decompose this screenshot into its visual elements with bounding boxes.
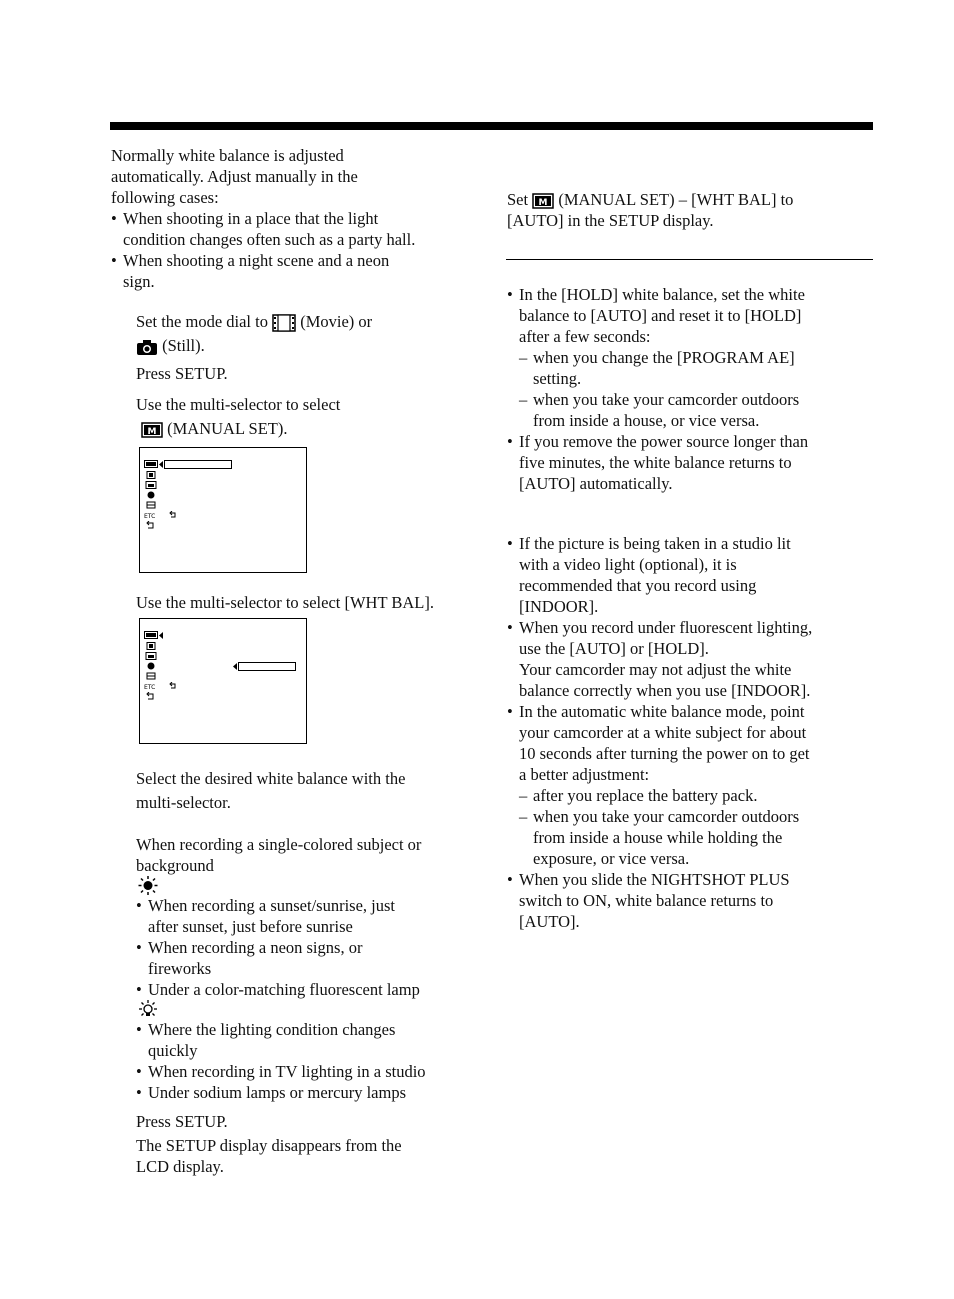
note-line: balance correctly when you use [INDOOR]. — [519, 681, 811, 700]
camera-set-icon — [144, 471, 158, 479]
lcd-screen-wht-bal — [139, 618, 307, 744]
note-line: • When you record under fluorescent lighting, — [519, 618, 813, 637]
note-line: from inside a house, or vice versa. — [533, 411, 760, 430]
note-line: [INDOOR]. — [519, 597, 599, 616]
list-item — [507, 431, 872, 494]
note-line: Your camcorder may not adjust the white — [519, 660, 792, 679]
note-line: setting. — [533, 369, 582, 388]
note-line: five minutes, the white balance returns to — [519, 453, 792, 472]
notes-list-2 — [507, 533, 872, 932]
indoor-icon — [138, 1000, 158, 1019]
camera-icon — [136, 339, 158, 356]
list-item — [507, 701, 872, 785]
notes-section-2 — [507, 533, 872, 932]
svg-text:ETC: ETC — [144, 513, 156, 519]
list-item — [507, 806, 872, 869]
return-icon — [144, 692, 158, 700]
indoor-list — [136, 1019, 481, 1103]
vcr-set-icon — [144, 481, 158, 489]
return-icon — [169, 682, 177, 690]
cursor-icon — [159, 461, 163, 468]
note-line: – after you replace the battery pack. — [533, 786, 758, 805]
memory-set-icon — [144, 672, 158, 680]
intro-line: Normally white balance is adjusted — [111, 146, 344, 165]
step-text: (Movie) or — [300, 312, 373, 331]
manual-set-icon — [532, 193, 554, 209]
note-line: your camcorder at a white subject for about — [519, 723, 807, 742]
note-line: [AUTO] automatically. — [519, 474, 673, 493]
step-5: Select the desired white balance with the multi-selector. — [136, 769, 406, 812]
svg-text:M: M — [147, 427, 157, 438]
note-line: from inside a house while holding the — [533, 828, 783, 847]
movie-icon — [272, 314, 296, 332]
menu-highlight-bar — [164, 460, 232, 469]
cursor-icon — [159, 632, 163, 639]
intro-line: following cases: — [111, 188, 219, 207]
return-icon — [144, 521, 158, 529]
list-item: • When recording a neon signs, or fireworks — [136, 937, 481, 979]
step-1 — [136, 311, 476, 356]
lcd-set-icon — [144, 491, 158, 499]
step-6-note: The SETUP display disappears from the LCD display. — [136, 1136, 402, 1176]
section-divider — [506, 259, 873, 260]
list-item: • Where the lighting condition changes quickly — [136, 1019, 481, 1061]
note-line: • When you slide the NIGHTSHOT PLUS — [519, 870, 790, 889]
step-2: Press SETUP. — [136, 364, 228, 383]
svg-text:M: M — [538, 198, 548, 209]
note-line: • In the automatic white balance mode, point — [519, 702, 805, 721]
outdoor-icon — [138, 876, 158, 895]
note-line: after a few seconds: — [519, 327, 651, 346]
note-line: recommended that you record using — [519, 576, 757, 595]
note-line: 10 seconds after turning the power on to get — [519, 744, 810, 763]
note-line: – when you take your camcorder outdoors — [533, 390, 800, 409]
note-line: exposure, or vice versa. — [533, 849, 690, 868]
intro-line: automatically. Adjust manually in the — [111, 167, 358, 186]
header-rule — [110, 122, 873, 130]
list-item — [507, 869, 872, 932]
note-line: – when you take your camcorder outdoors — [533, 807, 800, 826]
list-item: • Under sodium lamps or mercury lamps — [136, 1082, 481, 1103]
note-line: a better adjustment: — [519, 765, 650, 784]
svg-text:ETC: ETC — [144, 684, 156, 690]
step-text: (Still). — [162, 336, 205, 356]
note-line: • If you remove the power source longer than — [519, 432, 809, 451]
list-item: • When shooting in a place that the light condition changes often such as a party hall. — [111, 208, 481, 250]
note-line: [AUTO]. — [519, 912, 580, 931]
notes-list-1 — [507, 284, 872, 494]
submenu-highlight-bar — [238, 662, 296, 671]
manual-set-icon — [141, 422, 163, 438]
cursor-icon — [233, 663, 237, 670]
list-item — [507, 389, 872, 431]
hold-description: background — [136, 856, 214, 875]
note-line: use the [AUTO] or [HOLD]. — [519, 639, 709, 658]
auto-return-section: Set M (MANUAL SET) – [WHT BAL] to [AUTO] in the SETUP display. — [507, 190, 794, 230]
list-item: • When recording a sunset/sunrise, just after sunset, just before sunrise — [136, 895, 481, 937]
list-item — [507, 533, 872, 617]
lcd-screen-manual-set — [139, 447, 307, 573]
note-line: • In the [HOLD] white balance, set the white — [519, 285, 805, 304]
note-line: balance to [AUTO] and reset it to [HOLD] — [519, 306, 802, 325]
step-text: Set the mode dial to — [136, 312, 268, 331]
camera-set-icon — [144, 642, 158, 650]
list-item — [507, 617, 872, 659]
intro-bullets — [111, 208, 481, 292]
return-icon — [169, 511, 177, 519]
intro-section — [111, 145, 481, 292]
step-4: Use the multi-selector to select [WHT BAL]. — [136, 593, 434, 612]
list-item: • Under a color-matching fluorescent lamp — [136, 979, 481, 1000]
lcd-set-icon — [144, 662, 158, 670]
etc-icon — [144, 682, 158, 690]
note-line: switch to ON, white balance returns to — [519, 891, 774, 910]
memory-set-icon — [144, 501, 158, 509]
note-line: • If the picture is being taken in a studio lit — [519, 534, 791, 553]
list-item — [507, 347, 872, 389]
notes-section-1 — [507, 284, 872, 494]
manual-set-icon — [144, 631, 158, 639]
outdoor-list — [136, 895, 481, 1000]
note-line: – when you change the [PROGRAM AE] — [533, 348, 795, 367]
list-item — [507, 284, 872, 347]
list-item — [507, 659, 872, 701]
vcr-set-icon — [144, 652, 158, 660]
note-line: with a video light (optional), it is — [519, 555, 737, 574]
step-3: Use the multi-selector to select M (MANUAL SET). — [136, 395, 341, 438]
manual-set-icon — [144, 460, 158, 468]
hold-description: When recording a single-colored subject or — [136, 835, 422, 854]
etc-icon — [144, 511, 158, 519]
list-item: • When recording in TV lighting in a studio — [136, 1061, 481, 1082]
step-6: Press SETUP. — [136, 1112, 228, 1131]
white-balance-options — [136, 834, 481, 1103]
list-item: • When shooting a night scene and a neon sign. — [111, 250, 481, 292]
list-item — [507, 785, 872, 806]
